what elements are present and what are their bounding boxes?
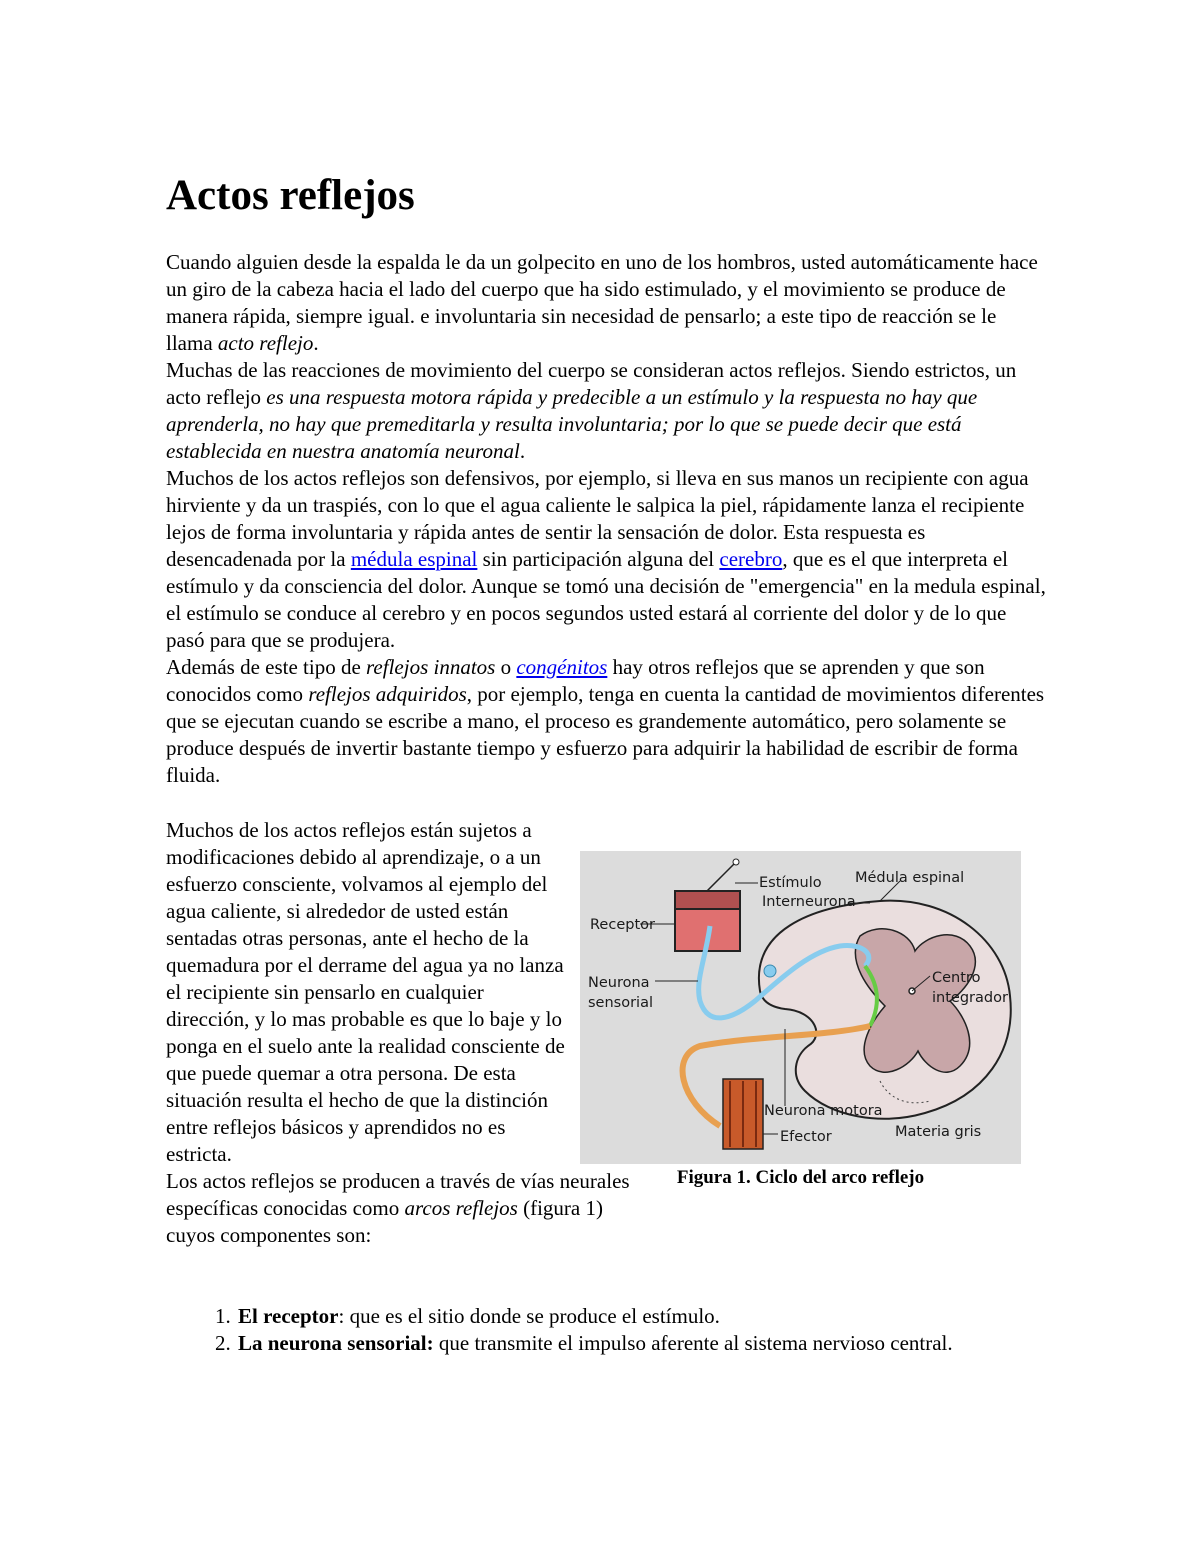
p4-text-2: o (495, 655, 517, 679)
link-cerebro[interactable]: cerebro (719, 547, 783, 571)
p6-italic: arcos reflejos (404, 1196, 518, 1220)
p4-text-4: , por ejemplo, tenga en cuenta la cantidad de movimientos diferentes que se ejecutan cuando se escribe a mano, el proceso es grandemente automático, pero solamente se produce después de invertir bastante tiempo y esfuerzo para adquirir la habilidad de escribir de forma fluida. (166, 682, 1045, 787)
body-text (166, 249, 1046, 789)
p3-text-2: sin participación alguna del (477, 547, 720, 571)
paragraph-4 (166, 654, 1046, 789)
label-interneurona: Interneurona (762, 894, 856, 910)
figure-caption: Figura 1. Ciclo del arco reflejo (676, 1167, 925, 1188)
label-receptor: Receptor (590, 917, 655, 933)
paragraph-1 (166, 249, 1046, 357)
p2-text: Muchas de las reacciones de movimiento del cuerpo se consideran actos reflejos. Siendo estrictos, un acto reflejo (166, 358, 1017, 409)
label-neurona-motora: Neurona motora (764, 1103, 883, 1119)
list-item-text: : que es el sitio donde se produce el estímulo. (338, 1304, 720, 1328)
p2-italic: es una respuesta motora rápida y predecible a un estímulo y la respuesta no hay que aprenderla, no hay que premeditarla y resulta involuntaria; por lo que se puede decir que está establecida en nuestra anatomía neuronal (166, 385, 978, 463)
paragraph-2 (166, 357, 1046, 465)
list-item-term: La neurona sensorial: (238, 1331, 434, 1355)
p4-italic-1: reflejos innatos (366, 655, 496, 679)
p4-text: Además de este tipo de (166, 655, 367, 679)
label-centro: Centro (932, 970, 981, 986)
p4-italic-2: reflejos adquiridos (308, 682, 467, 706)
reflex-arc-diagram (580, 851, 1021, 1164)
label-efector: Efector (780, 1129, 832, 1145)
paragraph-3 (166, 465, 1046, 654)
label-materia-gris: Materia gris (895, 1124, 982, 1140)
link-medula-espinal[interactable]: médula espinal (350, 547, 478, 571)
p1-italic: acto reflejo (217, 331, 314, 355)
label-medula-espinal: Médula espinal (855, 870, 965, 886)
label-estimulo: Estímulo (759, 875, 822, 891)
list-item-term: El receptor (238, 1304, 339, 1328)
paragraph-5: Muchos de los actos reflejos están sujetos a modificaciones debido al aprendizaje, o a un esfuerzo consciente, volvamos al ejemplo del agua caliente, si alrededor de usted están sentadas otras personas, ante el hecho de la quemadura por el derrame del agua ya no lanza el recipiente sin pensarlo en cualquier dirección, y lo mas probable es que lo baje y lo ponga en el suelo ante la realidad consciente de que puede quemar a otra persona. De esta situación resulta el hecho de que la distinción entre reflejos básicos y aprendidos no es estricta. (166, 818, 565, 1166)
p3-text: Muchos de los actos reflejos son defensivos, por ejemplo, si lleva en sus manos un recipiente con agua hirviente y da un traspiés, con lo que el agua caliente le salpica la piel, rápidamente lanza el recipiente lejos de forma involuntaria y rápida antes de sentir la sensación de dolor. Esta respuesta es desencadenada por la (166, 466, 1029, 571)
list-item-text: que transmite el impulso aferente al sistema nervioso central. (433, 1331, 953, 1355)
p1-text: Cuando alguien desde la espalda le da un golpecito en uno de los hombros, usted automáticamente hace un giro de la cabeza hacia el lado del cuerpo que ha sido estimulado, y el movimiento se produce de manera rápida, siempre igual. e involuntaria sin necesidad de pensarlo; a este tipo de reacción se le llama (166, 250, 1038, 355)
label-integrador: integrador (932, 990, 1008, 1006)
page-title: Actos reflejos (166, 172, 415, 219)
label-neurona: Neurona (588, 975, 650, 991)
p2-end: . (519, 439, 526, 463)
label-sensorial: sensorial (588, 995, 653, 1011)
components-list (166, 1303, 1056, 1357)
p4-text-3: hay otros reflejos que se aprenden y que son conocidos como (166, 655, 985, 706)
p1-end: . (313, 331, 319, 355)
p6-end: (figura 1) cuyos componentes son: (166, 1196, 603, 1247)
list-item (236, 1330, 1056, 1357)
p6-text: Los actos reflejos se producen a través de vías neurales específicas conocidas como (166, 1169, 630, 1220)
wrapped-text (166, 817, 646, 1249)
list-item (236, 1303, 1056, 1330)
paragraph-6 (166, 1168, 636, 1249)
link-congenitos[interactable]: congénitos (516, 655, 608, 679)
reflex-arc-figure (580, 851, 1021, 1164)
p3-text-3: , que es el que interpreta el estímulo y da consciencia del dolor. Aunque se tomó una decisión de "emergencia" en la medula espinal, el estímulo se conduce al cerebro y en pocos segundos usted estará al corriente del dolor y de lo que pasó para que se produjera. (166, 547, 1046, 652)
